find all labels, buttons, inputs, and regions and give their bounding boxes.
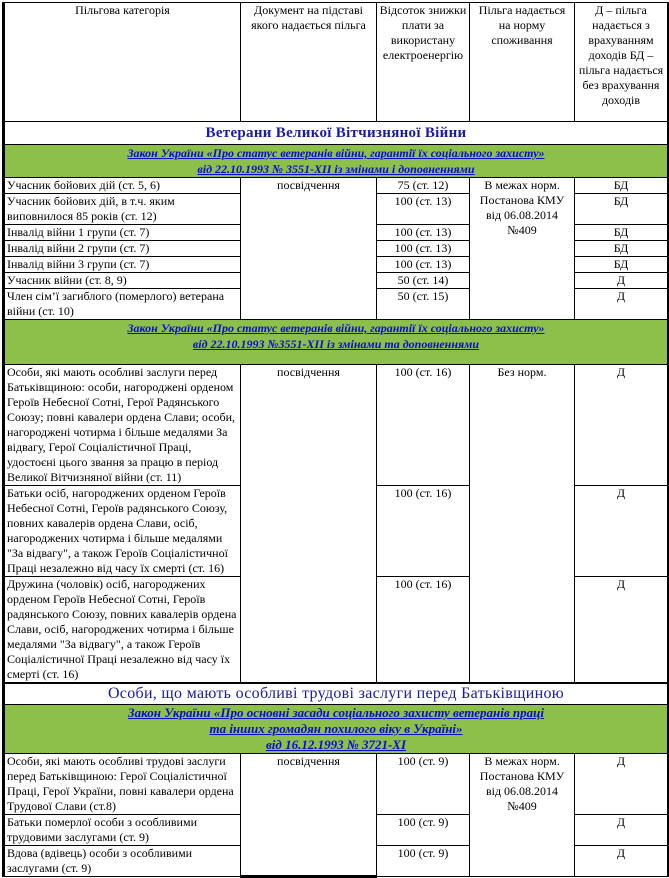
table-row [4, 365, 669, 486]
percent-cell: 100 (ст. 16) [377, 577, 470, 684]
header-category: Пільгова категорія [4, 3, 241, 122]
percent-cell: 100 (ст. 13) [377, 257, 470, 273]
law-reference [4, 705, 669, 754]
document-cell: посвідчення [241, 178, 377, 320]
income-cell: Д [575, 486, 669, 577]
law-link-line1[interactable]: Закон України «Про статус ветеранів війни, гарантії їх соціального захисту» [127, 146, 545, 160]
norm-cell: В межах норм. Постанова КМУ від 06.08.2014 №409 [470, 754, 575, 877]
document-cell: посвідчення [241, 365, 377, 684]
category-cell: Учасник війни (ст. 8, 9) [4, 273, 241, 289]
category-cell: Член сім’ї загиблого (померлого) ветерана війни (ст. 10) [4, 289, 241, 320]
category-cell: Особи, які мають особливі трудові заслуги перед Батьківщиною: Герої Соціалістичної Праці, Герої України, повні кавалери ордена Трудової Слави (ст.8) [4, 754, 241, 815]
percent-cell: 100 (ст. 9) [377, 846, 470, 877]
norm-cell: В межах норм. Постанова КМУ від 06.08.2014 №409 [470, 178, 575, 320]
category-cell: Особи, які мають особливі заслуги перед Батьківщиною: особи, нагороджені орденом Героїв Небесної Сотні, Герої Радянського Союзу; повні кавалери ордена Слави; особи, нагороджені чотирма і більше медалями За відвагу, Герої Соціалістичної Праці, удостоєні цього звання за працю в період Великої Вітчизняної війни (ст. 11) [4, 365, 241, 486]
income-cell: Д [575, 577, 669, 684]
section-title-row [4, 122, 669, 145]
section-title: Особи, що мають особливі трудові заслуги перед Батьківщиною [4, 683, 669, 705]
category-cell: Учасник бойових дій, в т.ч. яким виповнилося 85 років (ст. 12) [4, 194, 241, 225]
income-cell: Д [575, 846, 669, 877]
category-cell: Вдова (вдівець) особи з особливими заслугами (ст. 9) [4, 846, 241, 877]
percent-cell: 50 (ст. 14) [377, 273, 470, 289]
benefits-table [2, 2, 669, 878]
percent-cell: 100 (ст. 16) [377, 365, 470, 486]
income-cell: Д [575, 273, 669, 289]
law-link-line1[interactable]: Закон України «Про основні засади соціального захисту ветеранів праці [128, 705, 544, 720]
income-cell: Д [575, 365, 669, 486]
law-link-line2[interactable]: та інших громадян похилого віку в Україні» [209, 721, 463, 736]
section-title: Ветерани Великої Вітчизняної Війни [4, 122, 669, 145]
percent-cell: 75 (ст. 12) [377, 178, 470, 194]
income-cell: БД [575, 257, 669, 273]
norm-cell: Без норм. [470, 365, 575, 684]
document-cell: посвідчення [241, 754, 377, 877]
income-cell: Д [575, 815, 669, 846]
income-cell: БД [575, 241, 669, 257]
percent-cell: 100 (ст. 9) [377, 815, 470, 846]
law-link-line1[interactable]: Закон України «Про статус ветеранів війни, гарантії їх соціального захисту» [127, 321, 545, 335]
category-cell: Інвалід війни 3 групи (ст. 7) [4, 257, 241, 273]
law-reference [4, 320, 669, 365]
law-reference [4, 145, 669, 178]
income-cell: БД [575, 225, 669, 241]
income-cell: Д [575, 289, 669, 320]
percent-cell: 100 (ст. 13) [377, 225, 470, 241]
law-link-line2[interactable]: від 22.10.1993 № 3551-XII із змінами і доповненнями [197, 162, 475, 176]
table-header-row [4, 3, 669, 122]
category-cell: Інвалід війни 1 групи (ст. 7) [4, 225, 241, 241]
percent-cell: 100 (ст. 9) [377, 754, 470, 815]
income-cell: БД [575, 178, 669, 194]
percent-cell: 50 (ст. 15) [377, 289, 470, 320]
percent-cell: 100 (ст. 16) [377, 486, 470, 577]
category-cell: Батьки осіб, нагороджених орденом Героїв Небесної Сотні, Героїв радянського Союзу, повних кавалерів ордена Слави, осіб, нагороджених чотирма і більше медалями "За відвагу", а також Героїв Соціалістичної Праці незалежно від часу їх смерті (ст. 16) [4, 486, 241, 577]
table-row [4, 754, 669, 815]
category-cell: Інвалід війни 2 групи (ст. 7) [4, 241, 241, 257]
category-cell: Учасник бойових дій (ст. 5, 6) [4, 178, 241, 194]
category-cell: Батьки померлої особи з особливими трудовими заслугами (ст. 9) [4, 815, 241, 846]
income-cell: БД [575, 194, 669, 225]
header-norm: Пільга надається на норму споживання [470, 3, 575, 122]
header-percent: Відсоток знижки плати за використану електроенергію [377, 3, 470, 122]
header-document: Документ на підставі якого надається пільга [241, 3, 377, 122]
percent-cell: 100 (ст. 13) [377, 241, 470, 257]
law-link-line3[interactable]: від 16.12.1993 № 3721-XI [265, 737, 407, 752]
percent-cell: 100 (ст. 13) [377, 194, 470, 225]
law-link-line2[interactable]: від 22.10.1993 №3551-XII із змінами та доповненнями [192, 337, 480, 351]
law-row [4, 705, 669, 754]
category-cell: Дружина (чоловік) осіб, нагороджених орденом Героїв Небесної Сотні, Героїв радянського Союзу, повних кавалерів ордена Слави, осіб, нагороджених чотирма і більше медалями "За відвагу", а також Героїв Соціалістичної Праці незалежно від часу їх смерті (ст. 16) [4, 577, 241, 684]
section-title-row [4, 683, 669, 705]
table-row [4, 178, 669, 194]
law-row [4, 320, 669, 365]
law-row [4, 145, 669, 178]
header-income: Д – пільга надається з врахуванням доходів БД – пільга надається без врахування доходів [575, 3, 669, 122]
income-cell: Д [575, 754, 669, 815]
